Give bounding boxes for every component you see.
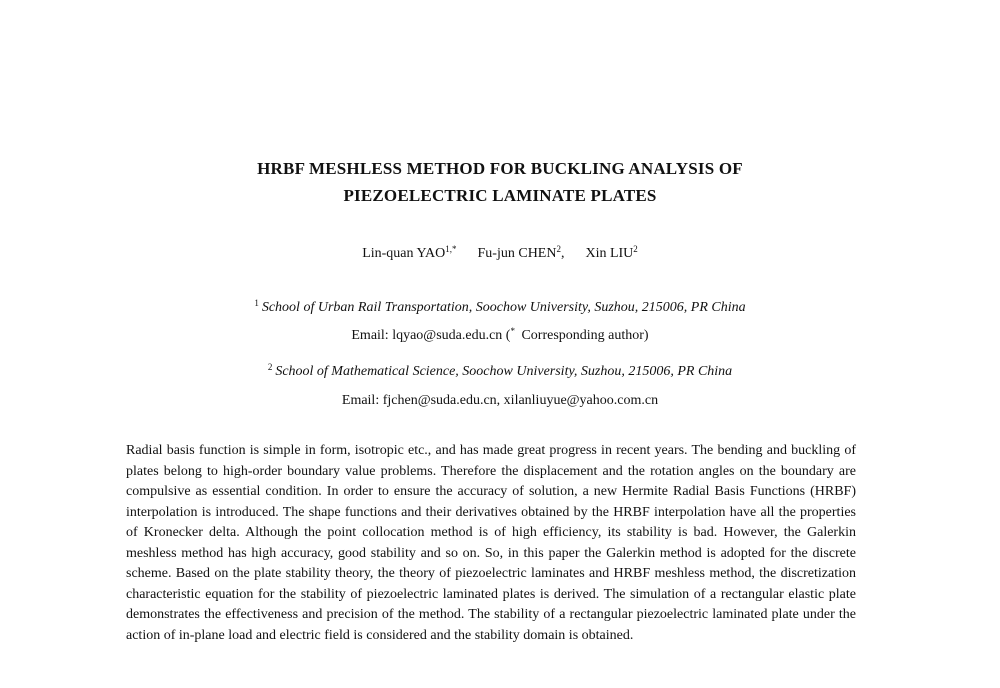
author-affiliation-marker: 1,*: [445, 244, 457, 254]
email-suffix: Corresponding author): [517, 328, 649, 343]
affiliation-marker: 2: [267, 362, 273, 372]
author-separator: ,: [560, 246, 565, 261]
corresponding-marker: *: [510, 326, 515, 336]
author-name: Lin-quan YAO: [362, 246, 446, 261]
affiliation-text: School of Urban Rail Transportation, Soochow University, Suzhou, 215006, PR China: [261, 300, 746, 315]
paper-title-line-2: PIEZOELECTRIC LAMINATE PLATES: [343, 186, 657, 205]
affiliation-2-email: Email: fjchen@suda.edu.cn, xilanliuyue@yahoo.com.cn: [341, 393, 659, 408]
author-name: Fu-jun CHEN: [477, 246, 557, 261]
email-prefix: Email: lqyao@suda.edu.cn (: [351, 328, 511, 343]
affiliation-marker: 1: [254, 298, 259, 308]
author-affiliation-marker: 2: [556, 244, 561, 254]
affiliation-2: [0, 364, 1000, 380]
abstract-paragraph: Radial basis function is simple in form, isotropic etc., and has made great progress in recent years. The bending and buckling of plates belong to high-order boundary value problems. Therefore the displacement and the rotation angles on the boundary are compulsive as essential condition. In order to ensure the accuracy of solution, a new Hermite Radial Basis Functions (HRBF) interpolation is introduced. The shape functions and their derivatives obtained by the HRBF interpolation have all the properties of Kronecker delta. Although the point collocation method is of high efficiency, its stability is bad. However, the Galerkin meshless method has high accuracy, good stability and so on. So, in this paper the Galerkin method is adopted for the discrete scheme. Based on the plate stability theory, the theory of piezoelectric laminates and HRBF meshless method, the discretization characteristic equation for the stability of piezoelectric laminated plates is derived. The simulation of a rectangular elastic plate demonstrates the effectiveness and precision of the method. The stability of a rectangular piezoelectric laminated plate under the action of in-plane load and electric field is considered and the stability domain is obtained.: [126, 443, 856, 643]
affiliation-text: School of Mathematical Science, Soochow University, Suzhou, 215006, PR China: [275, 364, 733, 379]
author-list: [0, 246, 1000, 262]
affiliation-1-email: [0, 328, 1000, 344]
affiliation-1: [0, 300, 1000, 316]
author-name: Xin LIU: [585, 246, 634, 261]
author-affiliation-marker: 2: [633, 244, 638, 254]
paper-title-line-1: HRBF MESHLESS METHOD FOR BUCKLING ANALYSIS OF: [257, 159, 743, 178]
